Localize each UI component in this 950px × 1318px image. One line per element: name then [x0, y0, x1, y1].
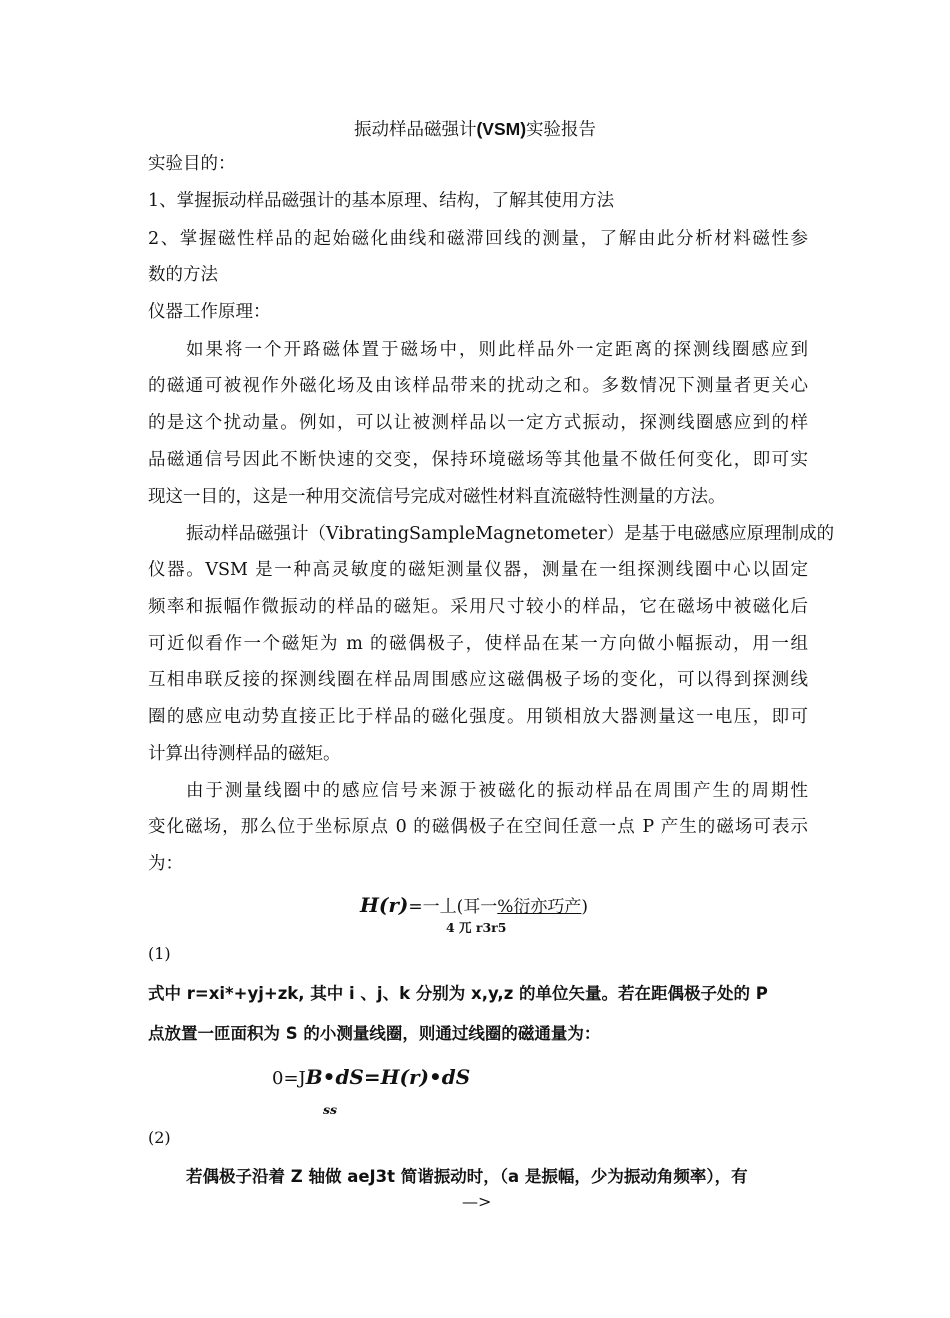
p1-line-5: 现这一目的，这是一种用交流信号完成对磁性材料直流磁特性测量的方法。: [148, 487, 726, 507]
eq2-prefix: 0=J: [272, 1068, 306, 1089]
eq2-subscript: ss: [323, 1102, 338, 1117]
eq1-rhs-a: =一丄(耳一: [408, 897, 498, 917]
p2-line-4: 可近似看作一个磁矩为 m 的磁偶极子，使样品在某一方向做小幅振动，用一组: [148, 634, 808, 654]
eq1-denominator: 4 兀 r3r5: [446, 920, 507, 935]
p1-line-3: 的是这个扰动量。例如，可以让被测样品以一定方式振动，探测线圈感应到的样: [148, 413, 808, 433]
title-vsm: (VSM): [476, 119, 527, 139]
document-title: [0, 116, 950, 141]
eq2-number: (2): [148, 1128, 171, 1147]
purpose-item-2-cont: 数的方法: [148, 265, 218, 285]
p1-line-4: 品磁通信号因此不断快速的交变，保持环境磁场等其他量不做任何变化，即可实: [148, 450, 808, 470]
title-prefix: 振动样品磁强计: [353, 120, 477, 140]
purpose-heading: 实验目的：: [148, 154, 236, 174]
eq1-rhs-c: ): [581, 897, 589, 917]
principle-heading: 仪器工作原理：: [148, 302, 271, 322]
p3-line-3: 为：: [148, 854, 183, 874]
eq1-number: (1): [148, 944, 171, 963]
eq1-lhs: H(r): [360, 893, 409, 917]
equation-1: [360, 892, 588, 917]
p5-line: 若偶极子沿着 Z 轴做 aeJ3t 简谐振动时，（a 是振幅，少为振动角频率），有: [186, 1167, 748, 1186]
equation-2: [272, 1065, 470, 1089]
eq2-body: B•dS=H(r)•dS: [305, 1065, 471, 1089]
title-suffix: 实验报告: [526, 120, 597, 140]
p2-line-6: 圈的感应电动势直接正比于样品的磁化强度。用锁相放大器测量这一电压，即可: [148, 707, 808, 727]
p1-line-1: 如果将一个开路磁体置于磁场中，则此样品外一定距离的探测线圈感应到: [186, 340, 808, 360]
p1-line-2: 的磁通可被视作外磁化场及由该样品带来的扰动之和。多数情况下测量者更关心: [148, 376, 808, 396]
arrow-symbol: —>: [462, 1192, 492, 1211]
p4-line-1: 式中 r=xi*+yj+zk, 其中 i 、j、k 分别为 x,y,z 的单位矢量。若在距偶极子处的 P: [148, 984, 768, 1003]
p2-line-5: 互相串联反接的探测线圈在样品周围感应这磁偶极子场的变化，可以得到探测线: [148, 670, 808, 690]
purpose-item-2: 2、掌握磁性样品的起始磁化曲线和磁滞回线的测量，了解由此分析材料磁性参: [148, 229, 808, 249]
p2-line-7: 计算出待测样品的磁矩。: [148, 744, 341, 764]
p4-line-2: 点放置一匝面积为 S 的小测量线圈，则通过线圈的磁通量为：: [148, 1024, 601, 1043]
p2-line-3: 频率和振幅作微振动的样品的磁矩。采用尺寸较小的样品，它在磁场中被磁化后: [148, 597, 808, 617]
p3-line-2: 变化磁场，那么位于坐标原点 0 的磁偶极子在空间任意一点 P 产生的磁场可表示: [148, 817, 808, 837]
purpose-item-1: 1、掌握振动样品磁强计的基本原理、结构，了解其使用方法: [148, 191, 615, 211]
p2-line-1: 振动样品磁强计（VibratingSampleMagnetometer）是基于电磁感应原理制成的: [186, 524, 835, 544]
p3-line-1: 由于测量线圈中的感应信号来源于被磁化的振动样品在周围产生的周期性: [186, 781, 808, 801]
p2-line-2: 仪器。VSM 是一种高灵敏度的磁矩测量仪器，测量在一组探测线圈中心以固定: [148, 560, 808, 580]
eq1-rhs-b: %衍亦巧产: [497, 897, 582, 917]
